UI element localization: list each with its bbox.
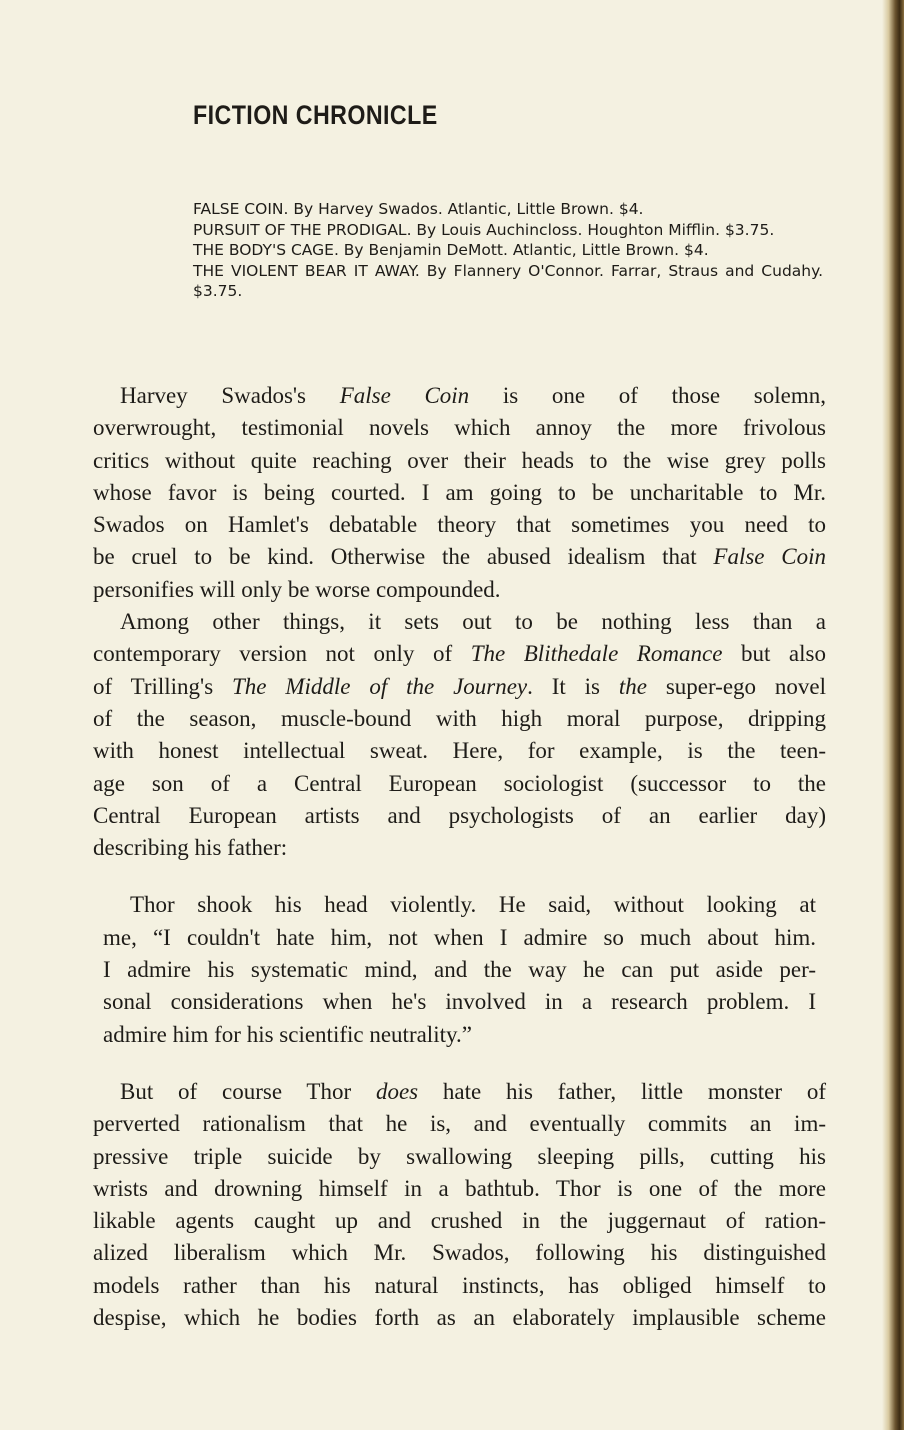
text-line [93,1270,826,1302]
text-span: whose favor is being courted. I am going to be uncharitable to Mr. [93,479,826,505]
text-line [93,768,826,800]
text-span: be cruel to be kind. Otherwise the abused idealism that [93,544,714,570]
book-binding-edge [882,0,904,1430]
italic-title: False Coin [713,544,826,570]
book-entry: PURSUIT OF THE PRODIGAL. By Louis Auchincloss. Houghton Mifflin. $3.75. [193,220,775,239]
italic-title: The Middle of the Journey [232,673,528,699]
text-line [93,1141,826,1173]
text-span: admire him for his scientific neutrality.” [103,1021,472,1047]
text-span: despise, which he bodies forth as an elaborately implausible scheme [93,1305,826,1331]
italic-title: The Blithedale Romance [470,641,723,667]
text-span: Among other things, it sets out to be nothing less than a [120,609,826,635]
text-span: Thor shook his head violently. He said, without looking at [130,892,816,918]
text-line [103,986,816,1018]
text-line [103,922,816,954]
book-entry: THE VIOLENT BEAR IT AWAY. By Flannery O'Connor. Farrar, Straus and Cudahy. $3.75. [193,261,823,300]
paragraph [93,1076,826,1334]
book-entry: THE BODY'S CAGE. By Benjamin DeMott. Atlantic, Little Brown. $4. [193,241,709,259]
text-line [93,1205,826,1237]
text-span: wrists and drowning himself in a bathtub. Thor is one of the more [93,1175,826,1201]
text-line [93,832,826,864]
text-line [93,1237,826,1269]
text-span: alized liberalism which Mr. Swados, following his distinguished [93,1240,826,1266]
text-line [93,445,826,477]
text-line [103,1019,816,1051]
text-span: But of course Thor [120,1078,376,1104]
text-span: Central European artists and psychologists of an earlier day) [93,802,826,828]
text-span: but also [722,641,826,667]
text-line [93,1173,826,1205]
paragraph [93,606,826,864]
text-span: I admire his systematic mind, and the way he can put aside per- [103,957,816,983]
text-span: perverted rationalism that he is, and eventually commits an im- [93,1111,826,1137]
italic-title: False Coin [339,383,470,408]
text-line [93,477,826,509]
text-span: hate his father, little monster of [418,1078,826,1104]
text-span: me, “I couldn't hate him, not when I admire so much about him. [103,924,816,950]
text-line [93,541,826,573]
spacer [93,864,826,889]
text-line [103,954,816,986]
text-line [93,800,826,832]
text-span: with honest intellectual sweat. Here, for example, is the teen- [93,738,826,764]
text-span: super-ego novel [646,673,827,699]
text-line [93,606,826,638]
text-line [93,1076,826,1108]
text-span: . It is [527,673,619,699]
text-line [93,735,826,767]
italic-title: does [375,1078,419,1104]
text-line [93,574,826,606]
spacer [93,1051,826,1076]
book-list [193,199,823,302]
text-span: is one of those solemn, [469,383,826,408]
text-line [93,509,826,541]
text-span: critics without quite reaching over their heads to the wise grey polls [93,447,826,473]
text-span: Swados on Hamlet's debatable theory that sometimes you need to [93,512,826,538]
article-body [93,380,826,1334]
text-line [93,380,826,412]
text-span: models rather than his natural instincts, has obliged himself to [93,1272,826,1298]
text-span: Harvey Swados's [120,383,340,408]
text-line [93,1302,826,1334]
paragraph [93,380,826,606]
text-span: personifies will only be worse compounded. [93,576,501,602]
text-span: overwrought, testimonial novels which annoy the more frivolous [93,415,826,441]
text-span: sonal considerations when he's involved in a research problem. I [103,989,816,1015]
text-span: pressive triple suicide by swallowing sleeping pills, cutting his [93,1143,826,1169]
book-entry: FALSE COIN. By Harvey Swados. Atlantic, Little Brown. $4. [193,200,644,218]
text-line [93,703,826,735]
text-line [93,412,826,444]
text-span: contemporary version not only of [93,641,471,667]
text-span: likable agents caught up and crushed in the juggernaut of ration- [93,1208,826,1234]
italic-title: the [618,673,647,699]
text-line [103,889,816,921]
text-line [93,638,826,670]
text-span: of Trilling's [93,673,233,699]
block-quote [103,889,816,1050]
text-span: of the season, muscle-bound with high moral purpose, dripping [93,705,826,731]
page-title: FICTION CHRONICLE [193,100,438,130]
text-line [93,671,826,703]
text-span: age son of a Central European sociologist (successor to the [93,770,826,796]
text-line [93,1108,826,1140]
text-span: describing his father: [93,835,288,861]
